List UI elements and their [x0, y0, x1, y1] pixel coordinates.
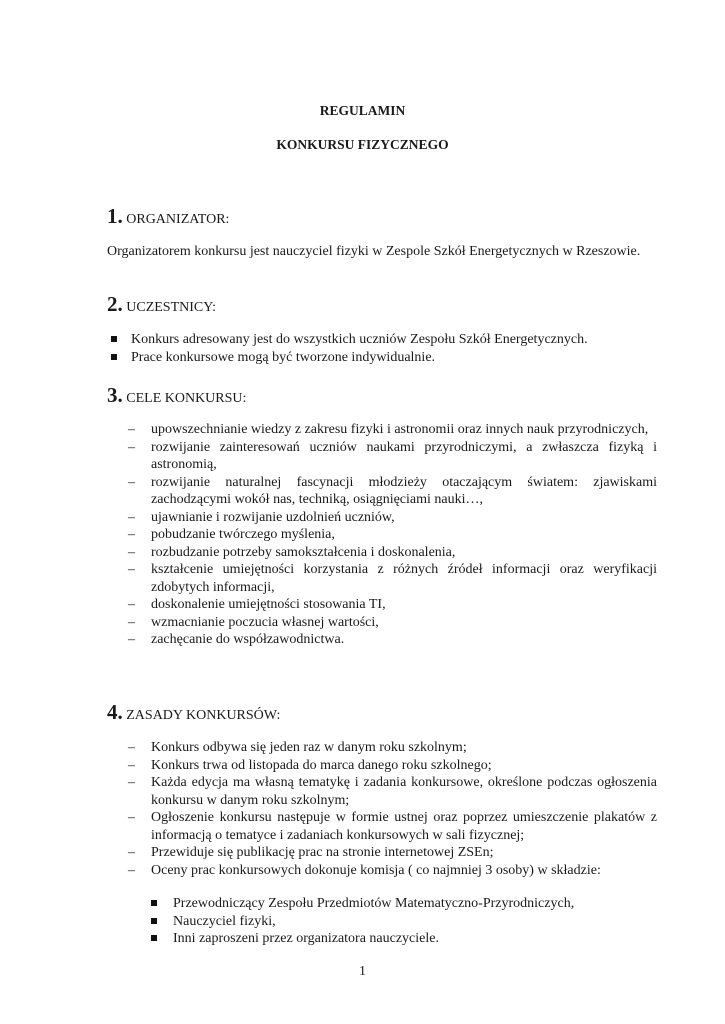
document-title: REGULAMIN	[319, 103, 406, 118]
list-item: – Oceny prac konkursowych dokonuje komisja ( co najmniej 3 osoby) w składzie:	[128, 862, 601, 878]
section-number: 2.	[107, 292, 123, 316]
list-item: – pobudzanie twórczego myślenia,	[128, 527, 335, 542]
list-item: – zachęcanie do współzawodnictwa.	[128, 632, 345, 647]
list-item: – upowszechnianie wiedzy z zakresu fizyki i astronomii oraz innych nauk przyrodniczych,	[128, 422, 649, 437]
square-bullet-icon	[151, 918, 157, 924]
dash-bullet-icon: –	[128, 775, 135, 790]
committee-list	[151, 895, 574, 948]
section-title: ZASADY KONKURSÓW:	[126, 708, 281, 723]
dash-bullet-icon: –	[128, 527, 135, 542]
dash-bullet-icon: –	[128, 632, 135, 647]
list-item: – Ogłoszenie konkursu następuje w formie ustnej oraz poprzez umieszczenie plakatów z informacją o tematyce i zadaniach konkursowych w sali fizycznej;	[128, 810, 657, 843]
section-number: 1.	[107, 204, 123, 228]
goals-list	[128, 421, 657, 649]
document-subtitle: KONKURSU FIZYCZNEGO	[276, 137, 449, 152]
list-item: – Konkurs trwa od listopada do marca danego roku szkolnego;	[128, 757, 492, 773]
rules-list	[128, 739, 657, 879]
list-item: – ujawnianie i rozwijanie uzdolnień uczniów,	[128, 509, 395, 525]
participants-list	[111, 331, 588, 366]
dash-bullet-icon: –	[128, 614, 135, 630]
list-item: Konkurs adresowany jest do wszystkich uczniów Zespołu Szkół Energetycznych.	[111, 331, 588, 349]
list-item: – wzmacnianie poczucia własnej wartości,	[128, 614, 379, 630]
section-title: CELE KONKURSU:	[126, 391, 247, 406]
dash-bullet-icon: –	[128, 562, 135, 577]
section-number: 3.	[107, 383, 123, 407]
section-title: ORGANIZATOR:	[126, 212, 230, 227]
list-item: Inni zaproszeni przez organizatora nauczyciele.	[151, 930, 574, 948]
page-number: 1	[359, 964, 366, 979]
dash-bullet-icon: –	[128, 757, 135, 773]
dash-bullet-icon: –	[128, 474, 135, 490]
dash-bullet-icon: –	[128, 422, 135, 437]
list-item: – rozbudzanie potrzeby samokształcenia i doskonalenia,	[128, 544, 456, 560]
square-bullet-icon	[111, 336, 117, 342]
section-1-paragraph: Organizatorem konkursu jest nauczyciel fizyki w Zespole Szkół Energetycznych w Rzeszowie.	[107, 244, 641, 259]
list-item: – rozwijanie zainteresowań uczniów naukami przyrodniczymi, a zwłaszcza fizyką i astronomią,	[128, 439, 657, 472]
list-item: – Każda edycja ma własną tematykę i zadania konkursowe, określone podczas ogłoszenia konkursu w danym roku szkolnym;	[128, 775, 657, 808]
dash-bullet-icon: –	[128, 439, 135, 455]
dash-bullet-icon: –	[128, 862, 135, 878]
list-item: – doskonalenie umiejętności stosowania TI,	[128, 597, 386, 612]
list-item: – kształcenie umiejętności korzystania z różnych źródeł informacji oraz weryfikacji zdobytych informacji,	[128, 562, 657, 595]
list-item: Przewodniczący Zespołu Przedmiotów Matematyczno-Przyrodniczych,	[151, 895, 574, 913]
section-1-heading	[107, 204, 229, 229]
section-title: UCZESTNICY:	[126, 300, 216, 315]
list-item: Prace konkursowe mogą być tworzone indywidualnie.	[111, 349, 588, 367]
section-2-heading	[107, 292, 216, 317]
list-item: – Przewiduje się publikację prac na stronie internetowej ZSEn;	[128, 845, 494, 860]
list-item: – Konkurs odbywa się jeden raz w danym roku szkolnym;	[128, 740, 467, 755]
section-3-heading	[107, 383, 246, 408]
dash-bullet-icon: –	[128, 597, 135, 612]
dash-bullet-icon: –	[128, 740, 135, 755]
dash-bullet-icon: –	[128, 509, 135, 525]
section-4-heading	[107, 700, 280, 725]
square-bullet-icon	[111, 354, 117, 360]
list-item: – rozwijanie naturalnej fascynacji młodzieży otaczającym światem: zjawiskami zachodzącymi wokół nas, techniką, osiągnięciami nauki…,	[128, 474, 657, 507]
dash-bullet-icon: –	[128, 810, 135, 825]
dash-bullet-icon: –	[128, 845, 135, 860]
square-bullet-icon	[151, 935, 157, 941]
dash-bullet-icon: –	[128, 544, 135, 560]
square-bullet-icon	[151, 900, 157, 906]
section-number: 4.	[107, 700, 123, 724]
list-item: Nauczyciel fizyki,	[151, 913, 574, 931]
